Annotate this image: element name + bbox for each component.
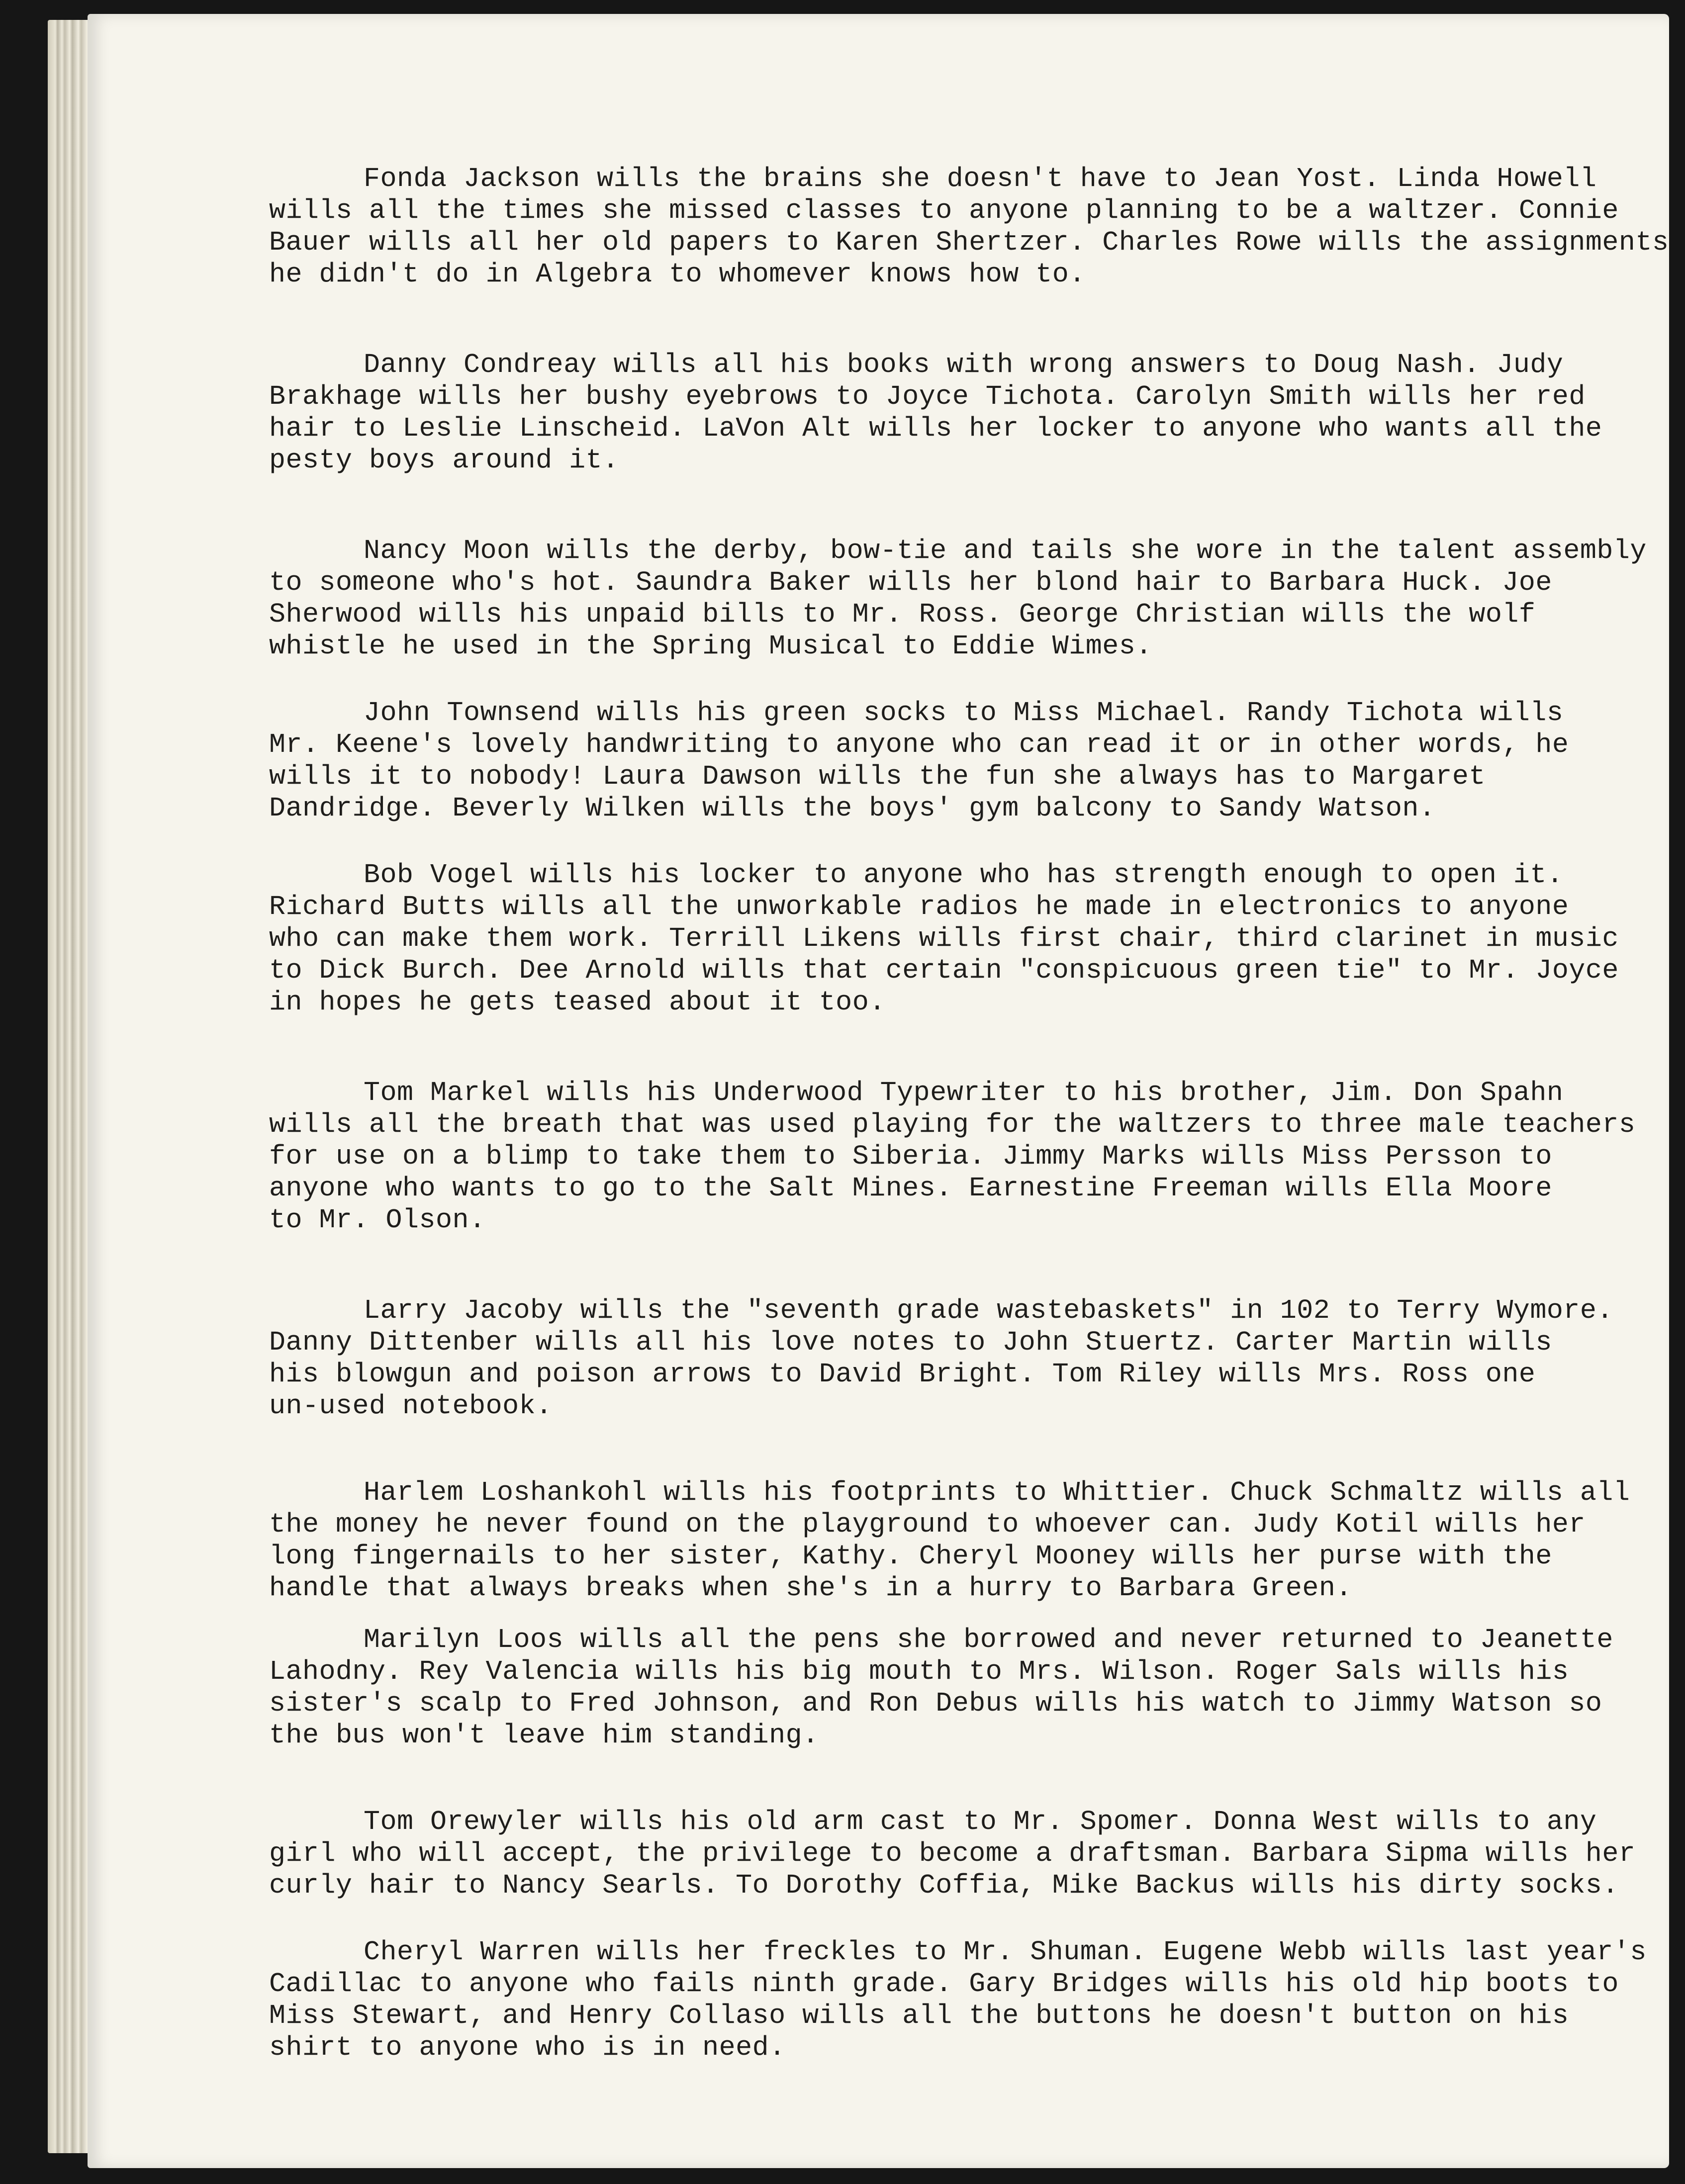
paragraph xyxy=(269,1806,1685,1902)
text-line: for use on a blimp to take them to Siberia. Jimmy Marks wills Miss Persson to xyxy=(269,1141,1552,1172)
text-line: the money he never found on the playground to whoever can. Judy Kotil wills her xyxy=(269,1509,1586,1540)
text-line: un-used notebook. xyxy=(269,1390,553,1422)
text-line: Cadillac to anyone who fails ninth grade. Gary Bridges wills his old hip boots to xyxy=(269,1968,1619,2000)
paragraph xyxy=(269,163,1685,290)
text-line: Danny Condreay wills all his books with wrong answers to Doug Nash. Judy xyxy=(364,349,1564,380)
text-line: his blowgun and poison arrows to David Bright. Tom Riley wills Mrs. Ross one xyxy=(269,1359,1536,1390)
text-line: Harlem Loshankohl wills his footprints to Whittier. Chuck Schmaltz wills all xyxy=(364,1477,1630,1508)
text-line: Tom Orewyler wills his old arm cast to Mr. Spomer. Donna West wills to any xyxy=(364,1806,1597,1837)
paragraph xyxy=(269,1077,1685,1236)
text-line: to someone who's hot. Saundra Baker wills her blond hair to Barbara Huck. Joe xyxy=(269,567,1552,598)
text-line: Nancy Moon wills the derby, bow-tie and tails she wore in the talent assembly xyxy=(364,535,1647,566)
text-line: long fingernails to her sister, Kathy. Cheryl Mooney wills her purse with the xyxy=(269,1541,1552,1572)
text-line: to Dick Burch. Dee Arnold wills that certain "conspicuous green tie" to Mr. Joyce xyxy=(269,955,1619,986)
text-line: in hopes he gets teased about it too. xyxy=(269,987,886,1018)
text-line: anyone who wants to go to the Salt Mines. Earnestine Freeman wills Ella Moore xyxy=(269,1173,1552,1204)
text-line: to Mr. Olson. xyxy=(269,1204,486,1236)
typewritten-page xyxy=(88,14,1669,2168)
text-line: who can make them work. Terrill Likens wills first chair, third clarinet in music xyxy=(269,923,1619,954)
text-line: Larry Jacoby wills the "seventh grade wastebaskets" in 102 to Terry Wymore. xyxy=(364,1295,1613,1326)
text-line: Cheryl Warren wills her freckles to Mr. Shuman. Eugene Webb wills last year's xyxy=(364,1936,1647,1968)
paragraph xyxy=(269,859,1685,1018)
text-line: girl who will accept, the privilege to become a draftsman. Barbara Sipma wills her xyxy=(269,1838,1636,1869)
text-line: wills all the times she missed classes to anyone planning to be a waltzer. Connie xyxy=(269,195,1619,226)
text-line: whistle he used in the Spring Musical to Eddie Wimes. xyxy=(269,631,1152,662)
text-line: Bob Vogel wills his locker to anyone who has strength enough to open it. xyxy=(364,859,1564,891)
text-line: Marilyn Loos wills all the pens she borrowed and never returned to Jeanette xyxy=(364,1624,1613,1655)
text-line: Dandridge. Beverly Wilken wills the boys' gym balcony to Sandy Watson. xyxy=(269,793,1436,824)
text-line: Fonda Jackson wills the brains she doesn't have to Jean Yost. Linda Howell xyxy=(364,163,1597,194)
text-line: the bus won't leave him standing. xyxy=(269,1720,819,1751)
paragraph xyxy=(269,1477,1685,1604)
text-line: wills it to nobody! Laura Dawson wills the fun she always has to Margaret xyxy=(269,761,1486,792)
paragraph xyxy=(269,1295,1685,1422)
text-line: Lahodny. Rey Valencia wills his big mouth to Mrs. Wilson. Roger Sals wills his xyxy=(269,1656,1569,1687)
text-line: shirt to anyone who is in need. xyxy=(269,2032,786,2063)
text-line: Danny Dittenber wills all his love notes to John Stuertz. Carter Martin wills xyxy=(269,1327,1552,1358)
text-line: Brakhage wills her bushy eyebrows to Joyce Tichota. Carolyn Smith wills her red xyxy=(269,381,1586,412)
text-line: Richard Butts wills all the unworkable radios he made in electronics to anyone xyxy=(269,891,1569,922)
text-line: handle that always breaks when she's in a hurry to Barbara Green. xyxy=(269,1572,1352,1604)
will-entries xyxy=(269,163,1685,2064)
text-line: Mr. Keene's lovely handwriting to anyone who can read it or in other words, he xyxy=(269,729,1569,760)
paragraph xyxy=(269,1624,1685,1751)
text-line: pesty boys around it. xyxy=(269,445,619,476)
text-line: Sherwood wills his unpaid bills to Mr. Ross. George Christian wills the wolf xyxy=(269,599,1536,630)
text-line: wills all the breath that was used playing for the waltzers to three male teachers xyxy=(269,1109,1636,1140)
text-line: sister's scalp to Fred Johnson, and Ron Debus wills his watch to Jimmy Watson so xyxy=(269,1688,1602,1719)
text-line: he didn't do in Algebra to whomever knows how to. xyxy=(269,259,1086,290)
paragraph xyxy=(269,1936,1685,2064)
paragraph xyxy=(269,697,1685,824)
text-line: Tom Markel wills his Underwood Typewriter to his brother, Jim. Don Spahn xyxy=(364,1077,1564,1108)
text-line: curly hair to Nancy Searls. To Dorothy Coffia, Mike Backus wills his dirty socks. xyxy=(269,1870,1619,1901)
paragraph xyxy=(269,349,1685,476)
text-line: hair to Leslie Linscheid. LaVon Alt wills her locker to anyone who wants all the xyxy=(269,413,1602,444)
paragraph xyxy=(269,535,1685,662)
text-line: Miss Stewart, and Henry Collaso wills all the buttons he doesn't button on his xyxy=(269,2000,1569,2031)
text-line: Bauer wills all her old papers to Karen Shertzer. Charles Rowe wills the assignments xyxy=(269,227,1669,258)
text-line: John Townsend wills his green socks to Miss Michael. Randy Tichota wills xyxy=(364,697,1564,728)
